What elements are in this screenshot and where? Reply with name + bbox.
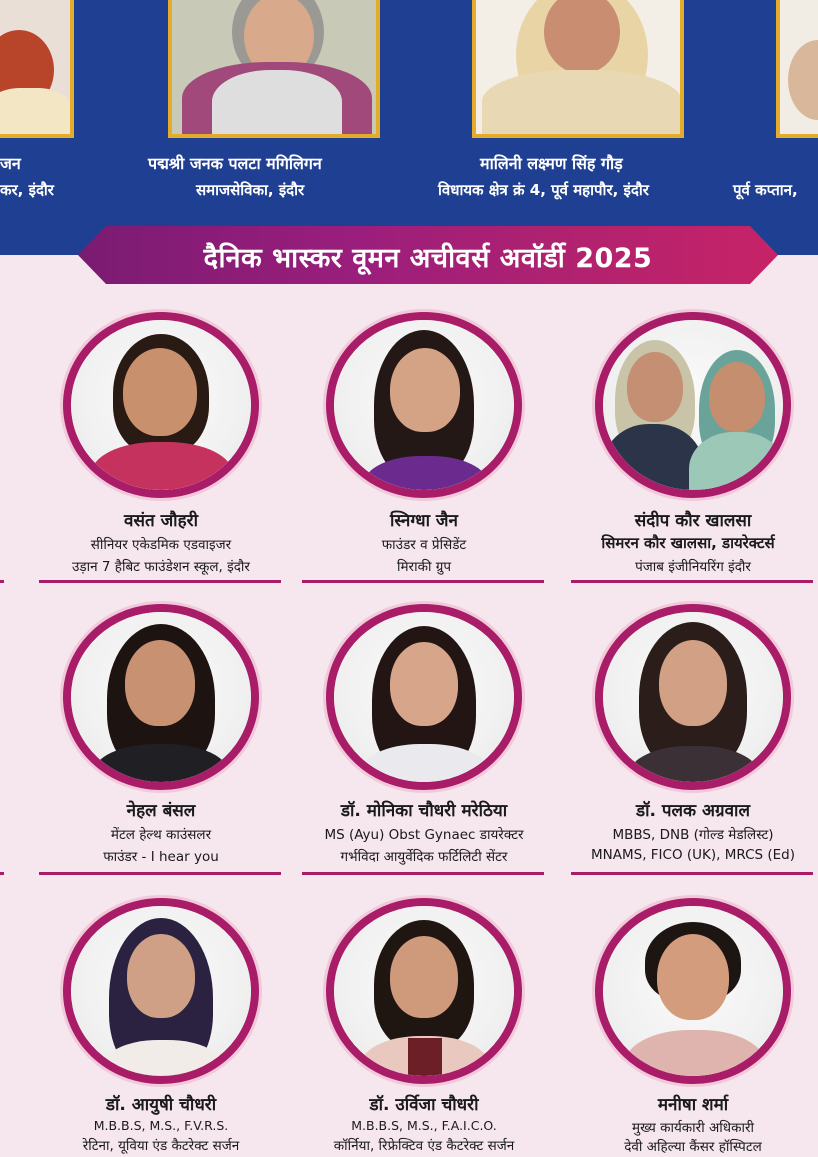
awardee-photo: [595, 898, 791, 1084]
awardee-organization: गर्भविदा आयुर्वेदिक फर्टिलिटी सेंटर: [340, 849, 508, 865]
awardee-designation: MS (Ayu) Obst Gynaec डायरेक्टर: [324, 827, 524, 843]
chief-guest-name: मालिनी लक्ष्मण सिंह गौड़: [480, 154, 623, 173]
awards-banner: [78, 226, 778, 284]
awardee-name: नेहल बंसल: [126, 801, 196, 821]
awardee-photo: [326, 898, 522, 1084]
awardee-photo: [63, 604, 259, 790]
chief-guest-name: पद्मश्री जनक पलटा मगिलिगन: [148, 154, 322, 173]
chief-guest-role: समाजसेविका, इंदौर: [196, 181, 305, 199]
awardee-photo: [326, 604, 522, 790]
chief-guest-role: कर, इंदौर: [0, 181, 54, 199]
chief-guests-band: [0, 0, 818, 255]
awardee-designation: फाउंडर व प्रेसिडेंट: [381, 537, 467, 553]
awardee-name: डॉ. पलक अग्रवाल: [636, 801, 750, 821]
awardee-designation: मुख्य कार्यकारी अधिकारी: [632, 1120, 754, 1136]
chief-guest-role: विधायक क्षेत्र क्रं 4, पूर्व महापौर, इंदौर: [438, 181, 649, 199]
awardee-photo: [63, 898, 259, 1084]
edge-divider: [0, 872, 4, 875]
awardee-organization: उड़ान 7 हैबिट फाउंडेशन स्कूल, इंदौर: [72, 559, 250, 575]
awardee-name: वसंत जौहरी: [124, 511, 198, 531]
awardee-name: डॉ. मोनिका चौधरी मरेठिया: [340, 801, 508, 821]
awardee-organization: कॉर्निया, रिफ्रेक्टिव एंड कैटरेक्ट सर्जन: [333, 1138, 515, 1154]
banner-title: दैनिक भास्कर वूमन अचीवर्स अवॉर्डी 2025: [203, 243, 653, 274]
card-divider: [39, 872, 281, 875]
awardee-organization: पंजाब इंजीनियरिंग इंदौर: [635, 559, 751, 575]
awardee-designation: सिमरन कौर खालसा, डायरेक्टर्स: [601, 534, 775, 552]
awardee-organization: देवी अहिल्या कैंसर हॉस्पिटल: [624, 1139, 762, 1155]
chief-guest-photo: [0, 0, 74, 138]
awardee-photo: [595, 604, 791, 790]
card-divider: [571, 872, 813, 875]
awardee-photo: [595, 312, 791, 498]
awardee-photo: [326, 312, 522, 498]
chief-guest-name: जन: [0, 154, 21, 173]
awardee-organization: फाउंडर - I hear you: [103, 849, 219, 865]
edge-divider: [0, 580, 4, 583]
awardee-designation: M.B.B.S, M.S., F.A.I.C.O.: [351, 1118, 497, 1133]
awardee-designation: मेंटल हेल्थ काउंसलर: [110, 827, 212, 843]
awardee-organization: मिराकी ग्रुप: [396, 559, 452, 575]
awardee-organization: MNAMS, FICO (UK), MRCS (Ed): [591, 847, 795, 863]
chief-guest-photo: [776, 0, 818, 138]
awardee-name: मनीषा शर्मा: [657, 1095, 729, 1115]
awardee-designation: सीनियर एकेडमिक एडवाइजर: [90, 537, 232, 553]
card-divider: [39, 580, 281, 583]
awardee-designation: M.B.B.S, M.S., F.V.R.S.: [93, 1118, 229, 1133]
chief-guest-photo: [472, 0, 684, 138]
awardee-name: डॉ. आयुषी चौधरी: [105, 1095, 217, 1115]
card-divider: [571, 580, 813, 583]
awardee-designation: MBBS, DNB (गोल्ड मेडलिस्ट): [612, 827, 774, 843]
card-divider: [302, 872, 544, 875]
awardee-name: डॉ. उर्विजा चौधरी: [369, 1095, 479, 1115]
awardee-photo: [63, 312, 259, 498]
awardee-organization: रेटिना, यूविया एंड कैटरेक्ट सर्जन: [82, 1138, 240, 1154]
awardee-name: स्निग्धा जैन: [390, 511, 458, 531]
card-divider: [302, 580, 544, 583]
chief-guest-photo: [168, 0, 380, 138]
chief-guest-role: पूर्व कप्तान,: [733, 181, 798, 199]
awardee-name: संदीप कौर खालसा: [634, 511, 752, 531]
